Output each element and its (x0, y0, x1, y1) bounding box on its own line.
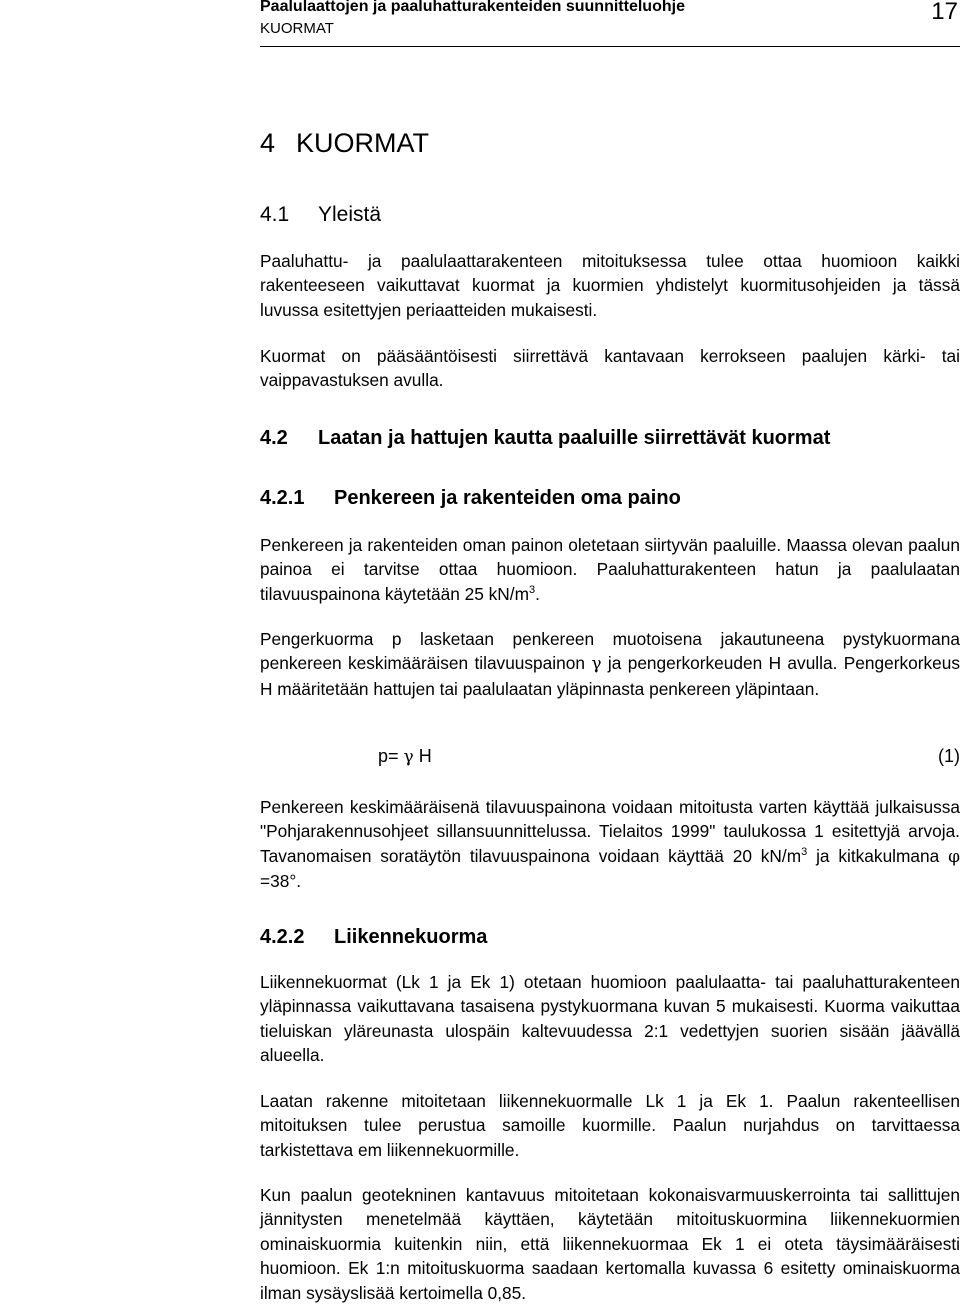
paragraph-text: Pengerkuorma p lasketaan penkereen muotoisena jakautuneena pystykuormana penkereen keskimääräisen tilavuuspainon (260, 629, 960, 674)
paragraph-text: Penkereen ja rakenteiden oman painon oletetaan siirtyvän paaluille. Maassa olevan paalun painoa ei tarvitse ottaa huomioon. Paaluhatturakenteen hatun ja paalulaatan tilavuuspainona käytetään 25 kN/m (260, 535, 960, 604)
subsection-title: Liikennekuorma (334, 926, 488, 948)
subsection-heading-4-2-1 (260, 487, 681, 510)
paragraph-4-2-2-1: Liikennekuormat (Lk 1 ja Ek 1) otetaan huomioon paalulaatta- tai paaluhatturakenteen yläpinnassa vaikuttavana tasaisena pystykuormana kuvan 5 mukaisesti. Kuorma vaikuttaa tieluiskan yläreunasta ulospäin kaltevuudessa 2:1 vedettyjen suorien sisään jäävällä alueella. (260, 972, 960, 1066)
paragraph-4-1-2: Kuormat on pääsääntöisesti siirrettävä kantavaan kerrokseen paalujen kärki- tai vaippavastuksen avulla. (260, 346, 960, 391)
section-number: 4.2 (260, 427, 288, 449)
gamma-symbol: γ (591, 654, 602, 675)
section-number: 4.1 (260, 203, 290, 226)
formula-lhs: p= (378, 746, 399, 766)
superscript: 3 (801, 845, 808, 858)
paragraph-text-end: . (535, 583, 540, 604)
chapter-title: KUORMAT (296, 128, 429, 158)
gamma-symbol: γ (403, 747, 414, 767)
paragraph-text-end: ja pengerkorkeuden H avulla. Pengerkorkeus H määritetään hattujen tai paalulaatan yläpinnasta penkereen yläpintaan. (260, 653, 960, 699)
chapter-number: 4 (260, 128, 276, 158)
paragraph-4-2-1-1 (260, 533, 960, 606)
page-number: 17 (931, 0, 958, 25)
paragraph-text-mid: ja kitkakulmana (816, 845, 940, 866)
paragraph-4-1-1: Paaluhattu- ja paalulaattarakenteen mitoituksessa tulee ottaa huomioon kaikki rakenteeseen vaikuttavat kuormat ja kuormien yhdistelyt kuormitusohjeiden ja tässä luvussa esitettyjen periaatteiden mukaisesti. (260, 251, 960, 320)
subsection-title: Penkereen ja rakenteiden oma paino (334, 487, 681, 509)
section-title: Yleistä (318, 203, 382, 226)
paragraph-text-end: =38°. (260, 871, 302, 892)
chapter-running-title: KUORMAT (260, 20, 334, 37)
subsection-number: 4.2.2 (260, 926, 305, 948)
paragraph-4-2-1-2 (260, 627, 960, 701)
chapter-heading (260, 128, 429, 159)
section-heading-4-2 (260, 427, 830, 450)
paragraph-text: Penkereen keskimääräisenä tilavuuspainona voidaan mitoitusta varten käyttää julkaisussa "Pohjarakennusohjeet sillansuunnittelussa. Tielaitos 1999" taulukossa 1 esitettyjä arvoja. Tavanomaisen soratäytön tilavuuspainona voidaan käyttää 20 kN/m (260, 797, 960, 866)
paragraph-4-2-2-3: Kun paalun geotekninen kantavuus mitoitetaan kokonaisvarmuuskerrointa tai sallittujen jännitysten menetelmää käyttäen, käytetään mitoituskuormina liikennekuormien ominaiskuormia kuitenkin niin, että liikennekuormaa Ek 1 ei oteta täysimääräisesti huomioon. Ek 1:n mitoituskuorma saadaan kertomalla kuvassa 6 esitetty ominaiskuorma ilman sysäyslisää kertoimella 0,85. (260, 1185, 960, 1303)
superscript: 3 (528, 583, 536, 596)
equation-number: (1) (938, 746, 960, 766)
paragraph-4-2-1-3 (260, 795, 960, 894)
paragraph-4-2-2-2: Laatan rakenne mitoitetaan liikennekuormalle Lk 1 ja Ek 1. Paalun rakenteellisen mitoituksen tulee perustua samoille kuormille. Paalun nurjahdus on tarvittaessa tarkistettava em liikennekuormille. (260, 1091, 960, 1160)
subsection-heading-4-2-2 (260, 926, 487, 949)
subsection-number: 4.2.1 (260, 487, 305, 509)
phi-symbol: φ (948, 846, 960, 867)
section-title: Laatan ja hattujen kautta paaluille siirrettävät kuormat (318, 427, 831, 449)
header-divider (260, 46, 960, 47)
section-heading-4-1 (260, 203, 381, 227)
document-title: Paalulaattojen ja paaluhatturakenteiden suunnitteluohje (260, 0, 685, 15)
formula (378, 746, 432, 767)
formula-rhs: H (418, 746, 432, 766)
